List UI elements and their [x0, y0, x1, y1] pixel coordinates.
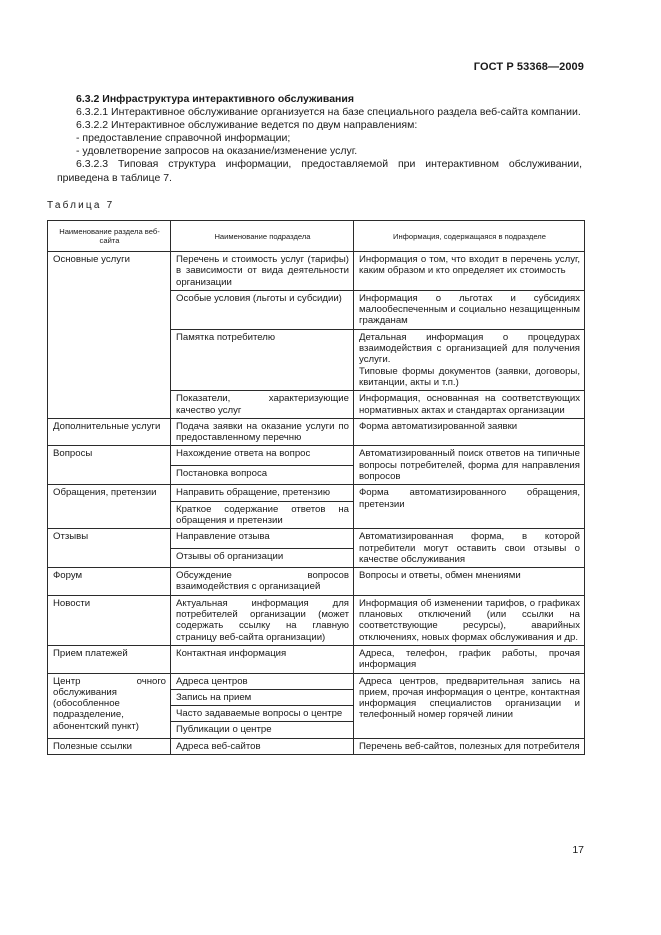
bullet-service-requests: - удовлетворение запросов на оказание/изменение услуг. [76, 145, 358, 158]
subsection-cell: Отзывы об организации [171, 548, 354, 567]
page-number: 17 [572, 844, 584, 856]
subsection-cell: Краткое содержание ответов на обращения и претензии [171, 501, 354, 529]
info-cell: Автоматизированная форма, в которой потребители могут оставить свои отзывы о качестве обслуживания [354, 529, 585, 568]
info-cell: Информация об изменении тарифов, о графиках плановых отключений (или ссылки на соответствующие ресурсы), аварийных отключениях, новых формах обслуживания и др. [354, 595, 585, 645]
section-cell: Дополнительные услуги [48, 418, 171, 446]
section-cell: Прием платежей [48, 645, 171, 673]
subsection-cell: Особые условия (льготы и субсидии) [171, 290, 354, 329]
table-row [48, 738, 585, 754]
info-cell: Информация о том, что входит в перечень услуг, каким образом и кто определяет их стоимость [354, 252, 585, 291]
header-section-name: Наименование раздела веб-сайта [48, 221, 171, 252]
subsection-cell: Памятка потребителю [171, 329, 354, 390]
subsection-cell: Обсуждение вопросов взаимодействия с организацией [171, 568, 354, 596]
subsection-cell: Контактная информация [171, 645, 354, 673]
table-row [48, 252, 585, 291]
section-cell: Форум [48, 568, 171, 596]
info-cell: Автоматизированный поиск ответов на типичные вопросы потребителей, форма для направления вопросов [354, 446, 585, 485]
info-cell: Форма автоматизированного обращения, претензии [354, 485, 585, 529]
info-cell: Перечень веб-сайтов, полезных для потребителя [354, 738, 585, 754]
section-cell: Обращения, претензии [48, 485, 171, 529]
subsection-cell: Показатели, характеризующие качество услуг [171, 391, 354, 419]
table-header-row [48, 221, 585, 252]
info-cell: Детальная информация о процедурах взаимодействия с организацией для получения услуги. Типовые формы документов (заявки, договоры, квитанции, акты и т.п.) [354, 329, 585, 390]
section-cell: Основные услуги [48, 252, 171, 419]
info-cell: Вопросы и ответы, обмен мнениями [354, 568, 585, 596]
subsection-cell: Адреса веб-сайтов [171, 738, 354, 754]
paragraph-6-3-2-3: 6.3.2.3 Типовая структура информации, предоставляемой при интерактивном обслуживании, приведена в таблице 7. [57, 158, 582, 184]
section-heading: 6.3.2 Инфраструктура интерактивного обслуживания [76, 93, 354, 105]
subsection-cell: Направить обращение, претензию [171, 485, 354, 501]
header-subsection-info: Информация, содержащаяся в подразделе [354, 221, 585, 252]
section-cell: Центр очного обслуживания (обособленное подразделение, абонентский пункт) [48, 673, 171, 738]
subsection-cell: Запись на прием [171, 689, 354, 705]
section-cell: Вопросы [48, 446, 171, 485]
subsection-cell: Часто задаваемые вопросы о центре [171, 706, 354, 722]
table-row [48, 673, 585, 689]
info-cell: Адреса центров, предварительная запись на прием, прочая информация о центре, контактная информация специалистов организации и телефонный номер горячей линии [354, 673, 585, 738]
info-cell: Информация о льготах и субсидиях малообеспеченным и социально незащищенным гражданам [354, 290, 585, 329]
table-row [48, 485, 585, 501]
subsection-cell: Подача заявки на оказание услуги по предоставленному перечню [171, 418, 354, 446]
table-caption: Таблица 7 [47, 200, 115, 211]
subsection-cell: Актуальная информация для потребителей организации (может содержать ссылку на главную страницу веб-сайта организации) [171, 595, 354, 645]
section-cell: Полезные ссылки [48, 738, 171, 754]
table-row [48, 446, 585, 465]
info-cell: Форма автоматизированной заявки [354, 418, 585, 446]
table-row [48, 645, 585, 673]
subsection-cell: Постановка вопроса [171, 465, 354, 484]
subsection-cell: Адреса центров [171, 673, 354, 689]
paragraph-6-3-2-2: 6.3.2.2 Интерактивное обслуживание ведется по двум направлениям: [76, 119, 418, 132]
subsection-cell: Перечень и стоимость услуг (тарифы) в зависимости от вида деятельности организации [171, 252, 354, 291]
section-cell: Отзывы [48, 529, 171, 568]
paragraph-6-3-2-1: 6.3.2.1 Интерактивное обслуживание организуется на базе специального раздела веб-сайта компании. [76, 106, 581, 119]
subsection-cell: Нахождение ответа на вопрос [171, 446, 354, 465]
table-row [48, 529, 585, 548]
header-subsection-name: Наименование подраздела [171, 221, 354, 252]
info-cell: Информация, основанная на соответствующих нормативных актах и стандартах организации [354, 391, 585, 419]
section-cell: Новости [48, 595, 171, 645]
subsection-cell: Публикации о центре [171, 722, 354, 738]
subsection-cell: Направление отзыва [171, 529, 354, 548]
standard-code: ГОСТ Р 53368—2009 [473, 61, 584, 73]
table-row [48, 595, 585, 645]
info-structure-table [47, 220, 585, 755]
table-row [48, 568, 585, 596]
section-body [57, 93, 582, 185]
table-row [48, 418, 585, 446]
bullet-reference-info: - предоставление справочной информации; [76, 132, 291, 145]
info-cell: Адреса, телефон, график работы, прочая информация [354, 645, 585, 673]
